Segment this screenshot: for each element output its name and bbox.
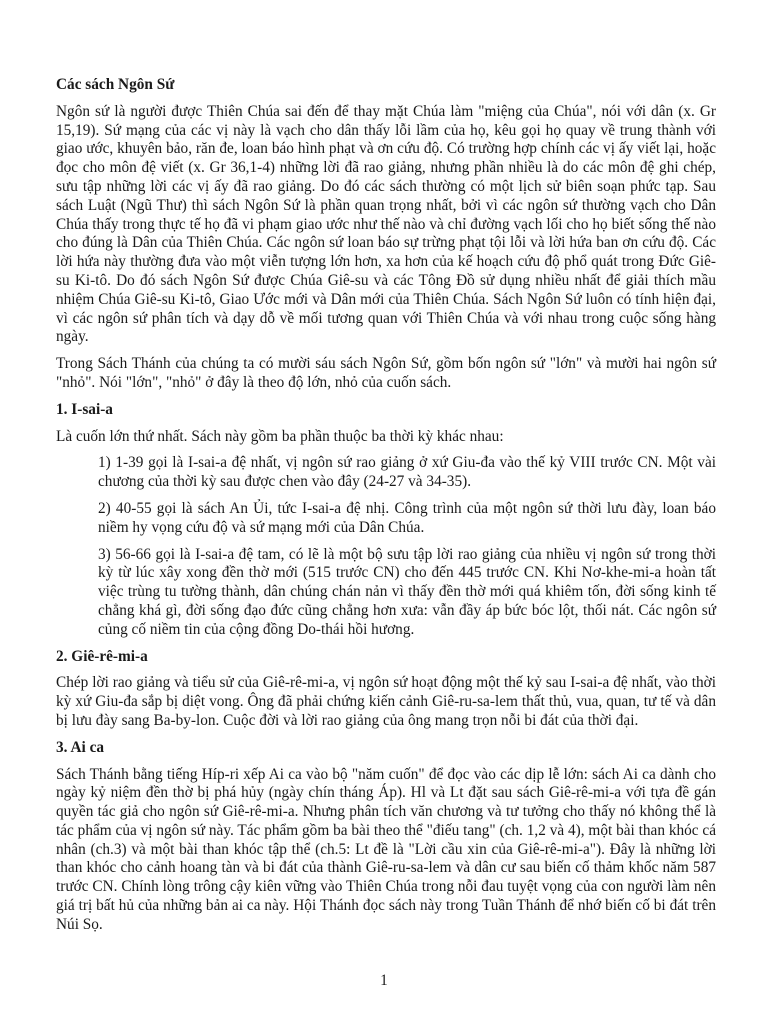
document-body bbox=[56, 76, 716, 943]
section-text-lamentations: Sách Thánh bằng tiếng Híp-ri xếp Ai ca vào bộ "năm cuốn" để đọc vào các dịp lễ lớn: sách Ai ca dành cho ngày kỷ niệm đền thờ bị phá hủy (ngày chín tháng Áp). Hl và Lt đặt sau sách Giê-rê-mi-a với tựa đề gán quyền tác giả cho ngôn sứ Giê-rê-mi-a. Nhưng phân tích văn chương và tư tưởng cho thấy nó không thể là tác phẩm của vị ngôn sứ này. Tác phẩm gồm ba bài theo thể "điếu tang" (ch. 1,2 và 4), một bài than khóc cá nhân (ch.3) và một bài than khóc tập thể (ch.5: Lt đề là "Lời cầu xin của Giê-rê-mi-a"). Đây là những lời than khóc cho cảnh hoang tàn và bi đát của thành Giê-ru-sa-lem và dân cư sau biến cố thảm khốc năm 587 trước CN. Chính lòng trông cậy kiên vững vào Thiên Chúa trong nỗi đau tuyệt vọng của con người làm nên giá trị bất hủ của những bản ai ca này. Hội Thánh đọc sách này trong Tuần Thánh để nhớ biến cố bi đát trên Núi Sọ. bbox=[56, 765, 716, 933]
section-heading-lamentations: 3. Ai ca bbox=[56, 738, 105, 756]
list-item: 1) 1-39 gọi là I-sai-a đệ nhất, vị ngôn sứ rao giảng ở xứ Giu-đa vào thế kỷ VIII trước CN. Một vài chương của thời kỳ sau được chen vào đây (24-27 và 34-35). bbox=[98, 454, 716, 491]
list-item: 2) 40-55 gọi là sách An Ủi, tức I-sai-a đệ nhị. Công trình của một ngôn sứ thời lưu đày, loan báo niềm hy vọng cứu độ và sứ mạng mới của Dân Chúa. bbox=[98, 499, 716, 536]
page-number: 1 bbox=[380, 972, 388, 989]
section-text-jeremiah: Chép lời rao giảng và tiểu sử của Giê-rê-mi-a, vị ngôn sứ hoạt động một thế kỷ sau I-sai-a đệ nhất, vào thời kỳ xứ Giu-đa sắp bị diệt vong. Ông đã phải chứng kiến cảnh Giê-ru-sa-lem thất thủ, vua, quan, tư tế và dân bị lưu đày sang Ba-by-lon. Cuộc đời và lời rao giảng của ông mang trọn nỗi bi đát của thời đại. bbox=[56, 674, 716, 729]
document-title: Các sách Ngôn Sứ bbox=[56, 76, 175, 93]
list-item: 3) 56-66 gọi là I-sai-a đệ tam, có lẽ là một bộ sưu tập lời rao giảng của nhiều vị ngôn sứ trong thời kỳ từ lúc xây xong đền thờ mới (515 trước CN) cho đến 445 trước CN. Khi Nơ-khe-mi-a hoàn tất việc trùng tu tường thành, dân chúng chán nản vì thấy đền thờ mới quá khiêm tốn, đời sống kinh tế chẳng khá gì, đời sống đạo đức cũng chẳng hơn xưa: vẫn đầy áp bức bóc lột, thối nát. Các ngôn sứ củng cố niềm tin của cộng đồng Do-thái hồi hương. bbox=[98, 545, 716, 638]
section-heading-jeremiah: 2. Giê-rê-mi-a bbox=[56, 647, 148, 665]
intro-paragraph: Ngôn sứ là người được Thiên Chúa sai đến để thay mặt Chúa làm "miệng của Chúa", nói với dân (x. Gr 15,19). Sứ mạng của các vị này là vạch cho dân thấy lỗi lầm của họ, kêu gọi họ quay về trung thành với giao ước, khuyên bảo, răn đe, loan báo hình phạt và ơn cứu độ. Có trường hợp chính các vị ấy viết lại, hoặc đọc cho môn đệ viết (x. Gr 36,1-4) những lời đã rao giảng, nhưng phần nhiều là do các môn đệ ghi chép, sưu tập những lời các vị ấy đã rao giảng. Do đó các sách thường có một lịch sử biên soạn phức tạp. Sau sách Luật (Ngũ Thư) thì sách Ngôn Sứ là phần quan trọng nhất, bởi vì các ngôn sứ thường vạch cho Dân Chúa thấy trong thực tế họ đã vi phạm giao ước như thế nào và chỉ đường vạch lối cho họ biết sống thế nào cho đúng là Dân của Thiên Chúa. Các ngôn sứ loan báo sự trừng phạt tội lỗi và lời hứa ban ơn cứu độ. Các lời hứa này thường đưa vào một viễn tượng lớn hơn, xa hơn của kế hoạch cứu độ phổ quát trong Đức Giê-su Ki-tô. Do đó sách Ngôn Sứ được Chúa Giê-su và các Tông Đồ sử dụng nhiều nhất để giải thích mầu nhiệm Chúa Giê-su Ki-tô, Giao Ước mới và Dân mới của Thiên Chúa. Sách Ngôn Sứ luôn có tính hiện đại, vì các ngôn sứ phân tích và dạy dỗ về mối tương quan với Thiên Chúa và với nhau trong cuộc sống hàng ngày. bbox=[56, 102, 716, 346]
section-text-isaiah: Là cuốn lớn thứ nhất. Sách này gồm ba phần thuộc ba thời kỳ khác nhau: bbox=[56, 427, 504, 445]
section-heading-isaiah: 1. I-sai-a bbox=[56, 400, 113, 418]
intro-paragraph-2: Trong Sách Thánh của chúng ta có mười sáu sách Ngôn Sứ, gồm bốn ngôn sứ "lớn" và mười hai ngôn sứ "nhỏ". Nói "lớn", "nhỏ" ở đây là theo độ lớn, nhỏ của cuốn sách. bbox=[56, 355, 716, 391]
